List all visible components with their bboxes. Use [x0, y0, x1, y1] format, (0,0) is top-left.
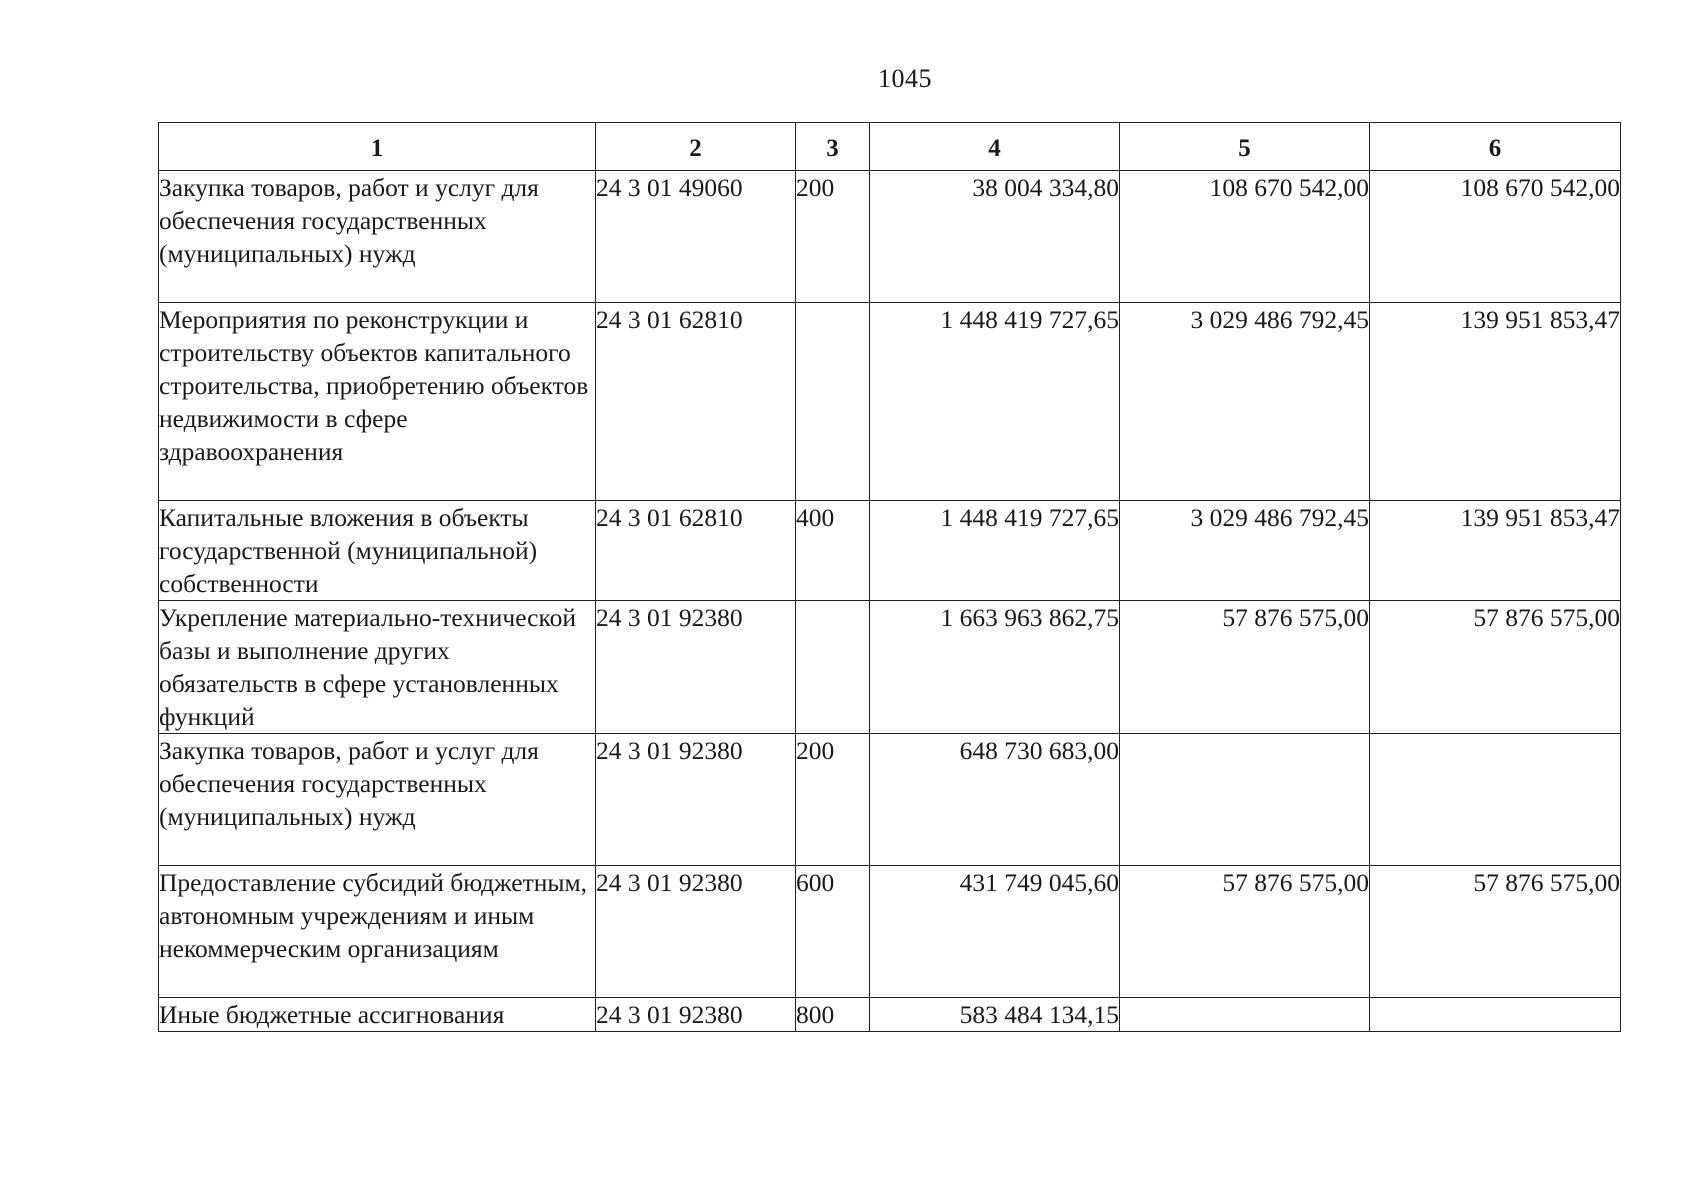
row-value-4: 1 448 419 727,65 [870, 303, 1120, 501]
row-name: Закупка товаров, работ и услуг для обеспечения государственных (муниципальных) нужд [159, 734, 596, 866]
header-row [159, 123, 1621, 171]
column-header-3: 3 [796, 123, 870, 171]
row-value-5: 3 029 486 792,45 [1120, 501, 1370, 601]
row-value-4: 38 004 334,80 [870, 171, 1120, 303]
row-code: 24 3 01 92380 [596, 998, 796, 1032]
row-code: 24 3 01 92380 [596, 601, 796, 734]
row-expense-type: 800 [796, 998, 870, 1032]
row-expense-type: 400 [796, 501, 870, 601]
row-name: Иные бюджетные ассигнования [159, 998, 596, 1032]
row-value-4: 431 749 045,60 [870, 866, 1120, 998]
row-value-5 [1120, 998, 1370, 1032]
row-value-6 [1370, 734, 1621, 866]
table-row [159, 501, 1621, 601]
row-value-5: 57 876 575,00 [1120, 866, 1370, 998]
row-name: Мероприятия по реконструкции и строительству объектов капитального строительства, приобретению объектов недвижимости в сфере здравоохранения [159, 303, 596, 501]
table-row [159, 866, 1621, 998]
table-row [159, 601, 1621, 734]
row-value-6 [1370, 998, 1621, 1032]
row-expense-type: 200 [796, 171, 870, 303]
table-row [159, 171, 1621, 303]
row-value-5 [1120, 734, 1370, 866]
row-name: Укрепление материально-технической базы и выполнение других обязательств в сфере установленных функций [159, 601, 596, 734]
row-value-4: 1 448 419 727,65 [870, 501, 1120, 601]
row-value-6: 57 876 575,00 [1370, 601, 1621, 734]
row-expense-type: 600 [796, 866, 870, 998]
row-value-4: 1 663 963 862,75 [870, 601, 1120, 734]
column-header-1: 1 [159, 123, 596, 171]
row-code: 24 3 01 62810 [596, 303, 796, 501]
table-row [159, 303, 1621, 501]
row-code: 24 3 01 92380 [596, 734, 796, 866]
table-row [159, 998, 1621, 1032]
column-header-4: 4 [870, 123, 1120, 171]
row-value-6: 57 876 575,00 [1370, 866, 1621, 998]
table-row [159, 734, 1621, 866]
column-header-2: 2 [596, 123, 796, 171]
page-number: 1045 [878, 64, 932, 93]
row-name: Капитальные вложения в объекты государственной (муниципальной) собственности [159, 501, 596, 601]
row-name: Предоставление субсидий бюджетным, автономным учреждениям и иным некоммерческим организациям [159, 866, 596, 998]
row-value-5: 57 876 575,00 [1120, 601, 1370, 734]
row-value-5: 3 029 486 792,45 [1120, 303, 1370, 501]
row-value-4: 648 730 683,00 [870, 734, 1120, 866]
budget-table [158, 122, 1621, 1032]
row-value-5: 108 670 542,00 [1120, 171, 1370, 303]
row-expense-type [796, 303, 870, 501]
column-header-5: 5 [1120, 123, 1370, 171]
row-code: 24 3 01 49060 [596, 171, 796, 303]
row-name: Закупка товаров, работ и услуг для обеспечения государственных (муниципальных) нужд [159, 171, 596, 303]
row-code: 24 3 01 92380 [596, 866, 796, 998]
row-expense-type [796, 601, 870, 734]
row-expense-type: 200 [796, 734, 870, 866]
column-header-6: 6 [1370, 123, 1621, 171]
row-code: 24 3 01 62810 [596, 501, 796, 601]
row-value-6: 108 670 542,00 [1370, 171, 1621, 303]
row-value-6: 139 951 853,47 [1370, 501, 1621, 601]
row-value-6: 139 951 853,47 [1370, 303, 1621, 501]
row-value-4: 583 484 134,15 [870, 998, 1120, 1032]
